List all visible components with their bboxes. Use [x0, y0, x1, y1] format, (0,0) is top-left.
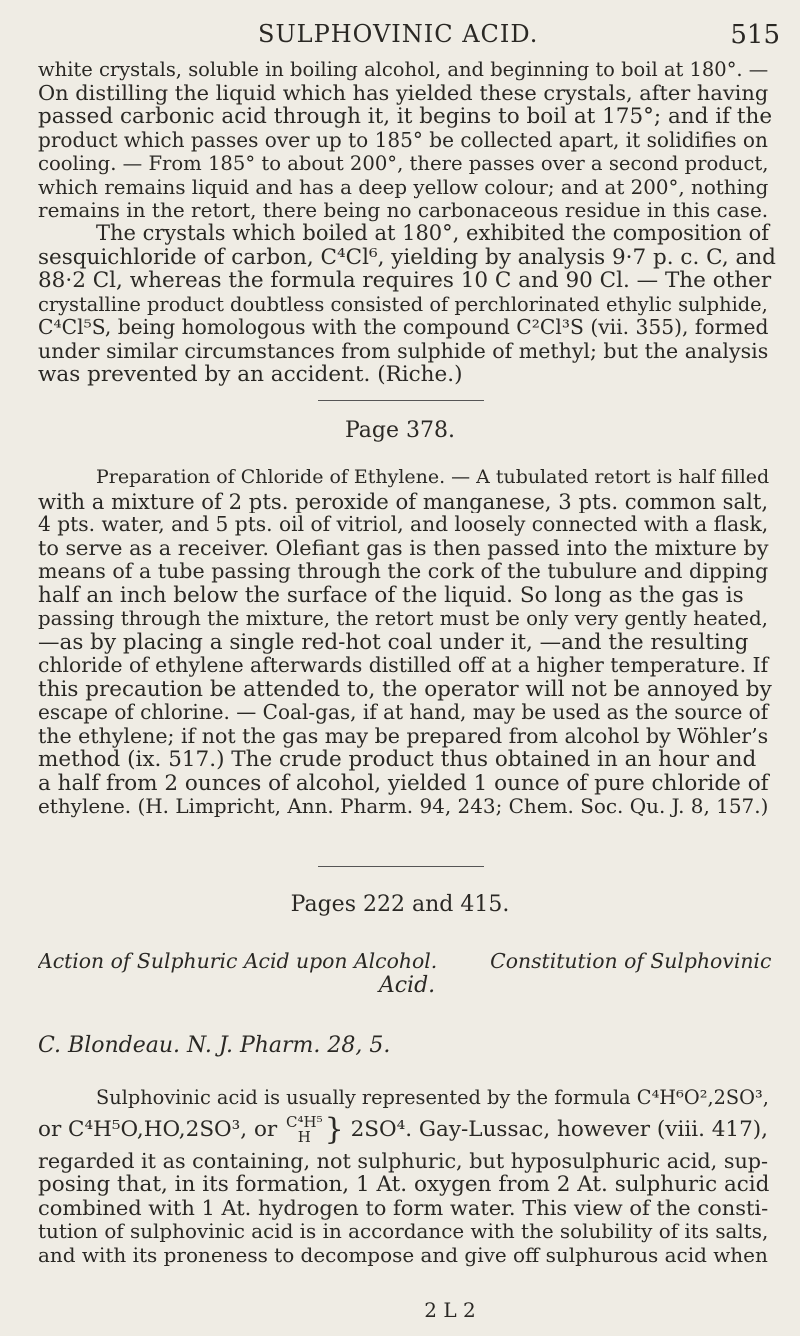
stack-top: C⁴H⁵	[286, 1112, 323, 1131]
heading-cont: Acid.	[378, 974, 436, 998]
text-line: remains in the retort, there being no carbonaceous residue in this case.	[38, 199, 769, 222]
section-rule	[318, 866, 484, 867]
paragraph-chloride-ethylene	[38, 466, 776, 819]
section-rule	[318, 400, 484, 401]
text-line: 4 pts. water, and 5 pts. oil of vitriol, and loosely connected with a flask,	[38, 513, 769, 536]
text-line: and with its proneness to decompose and give off sulphurous acid when	[38, 1243, 768, 1267]
text-line: was prevented by an accident. (Riche.)	[38, 363, 463, 387]
text-line: On distilling the liquid which has yielded these crystals, after having	[38, 81, 769, 105]
text-line: combined with 1 At. hydrogen to form water. This view of the consti-	[38, 1196, 769, 1220]
text-line: ethylene. (H. Limpricht, Ann. Pharm. 94, 243; Chem. Soc. Qu. J. 8, 157.)	[38, 795, 769, 818]
text-line: product which passes over up to 185° be collected apart, it solidifies on	[38, 128, 768, 152]
brace-icon: }	[324, 1111, 344, 1147]
heading-right: Constitution of Sulphovinic	[490, 949, 772, 973]
author-citation	[38, 1034, 776, 1058]
text-line: passing through the mixture, the retort must be only very gently heated,	[38, 607, 768, 630]
text-line: escape of chlorine. — Coal-gas, if at hand, may be used as the source of	[38, 701, 769, 724]
text-line: which remains liquid and has a deep yellow colour; and at 200°, nothing	[38, 175, 769, 199]
author-line: C. Blondeau. N. J. Pharm. 28, 5.	[38, 1034, 391, 1058]
text-line: a half from 2 ounces of alcohol, yielded 1 ounce of pure chloride of	[38, 771, 769, 795]
text-line: means of a tube passing through the cork of the tubulure and dipping	[38, 560, 769, 583]
text-line: Sulphovinic acid is usually represented by the formula C⁴H⁶O²,2SO³,	[96, 1086, 769, 1109]
page-reference: Pages 222 and 415.	[290, 892, 510, 917]
running-title: SULPHOVINIC ACID.	[258, 20, 539, 48]
text-line: —as by placing a single red-hot coal under it, —and the resulting	[38, 630, 749, 654]
signature-mark: 2 L 2	[424, 1298, 476, 1322]
text-line: tution of sulphovinic acid is in accordance with the solubility of its salts,	[38, 1220, 769, 1243]
text-line: The crystals which boiled at 180°, exhibited the composition of	[96, 222, 770, 245]
stack-bottom: H	[297, 1127, 311, 1146]
text-line: half an inch below the surface of the liquid. So long as the gas is	[38, 583, 744, 607]
text-line: passed carbonic acid through it, it begins to boil at 175°; and if the	[38, 105, 773, 129]
formula-text-before: or C⁴H⁵O,HO,2SO³, or	[38, 1116, 278, 1142]
section-heading	[38, 948, 776, 998]
text-line: Preparation of Chloride of Ethylene. — A tubulated retort is half filled	[96, 466, 770, 488]
text-line: cooling. — From 185° to about 200°, there passes over a second product,	[38, 152, 769, 175]
text-line: method (ix. 517.) The crude product thus obtained in an hour and	[38, 748, 757, 772]
page-number: 515	[730, 20, 780, 50]
formula-line	[38, 1110, 776, 1150]
text-line: crystalline product doubtless consisted of perchlorinated ethylic sulphide,	[38, 292, 768, 316]
text-line: regarded it as containing, not sulphuric, but hyposulphuric acid, sup-	[38, 1149, 769, 1173]
text-line: to serve as a receiver. Olefiant gas is then passed into the mixture by	[38, 536, 769, 560]
running-head	[0, 14, 800, 50]
heading-line	[38, 948, 776, 974]
text-line: under similar circumstances from sulphide of methyl; but the analysis	[38, 339, 769, 363]
paragraph-crystals-composition	[38, 222, 776, 387]
text-line: white crystals, soluble in boiling alcohol, and beginning to boil at 180°. —	[38, 58, 769, 81]
text-line: C⁴Cl⁵S, being homologous with the compound C²Cl³S (vii. 355), formed	[38, 316, 769, 339]
text-line: chloride of ethylene afterwards distilled off at a higher temperature. If	[38, 654, 769, 677]
paragraph-crystals-distilling	[38, 58, 776, 223]
text-line: this precaution be attended to, the operator will not be annoyed by	[38, 677, 772, 701]
text-line: posing that, in its formation, 1 At. oxygen from 2 At. sulphuric acid	[38, 1173, 770, 1197]
stacked-formula	[286, 1112, 323, 1146]
heading-left: Action of Sulphuric Acid upon Alcohol.	[38, 949, 438, 973]
text-line: 88·2 Cl, whereas the formula requires 10 C and 90 Cl. — The other	[38, 269, 772, 293]
text-line: with a mixture of 2 pts. peroxide of manganese, 3 pts. common salt,	[38, 489, 769, 513]
text-line: the ethylene; if not the gas may be prepared from alcohol by Wöhler’s	[38, 724, 769, 748]
page-reference: Page 378.	[344, 418, 455, 443]
paragraph-sulphovinic-acid	[38, 1086, 776, 1267]
formula-text-after: 2SO⁴. Gay-Lussac, however (viii. 417),	[350, 1116, 768, 1142]
text-line: sesquichloride of carbon, C⁴Cl⁶, yielding by analysis 9·7 p. c. C, and	[38, 245, 776, 269]
